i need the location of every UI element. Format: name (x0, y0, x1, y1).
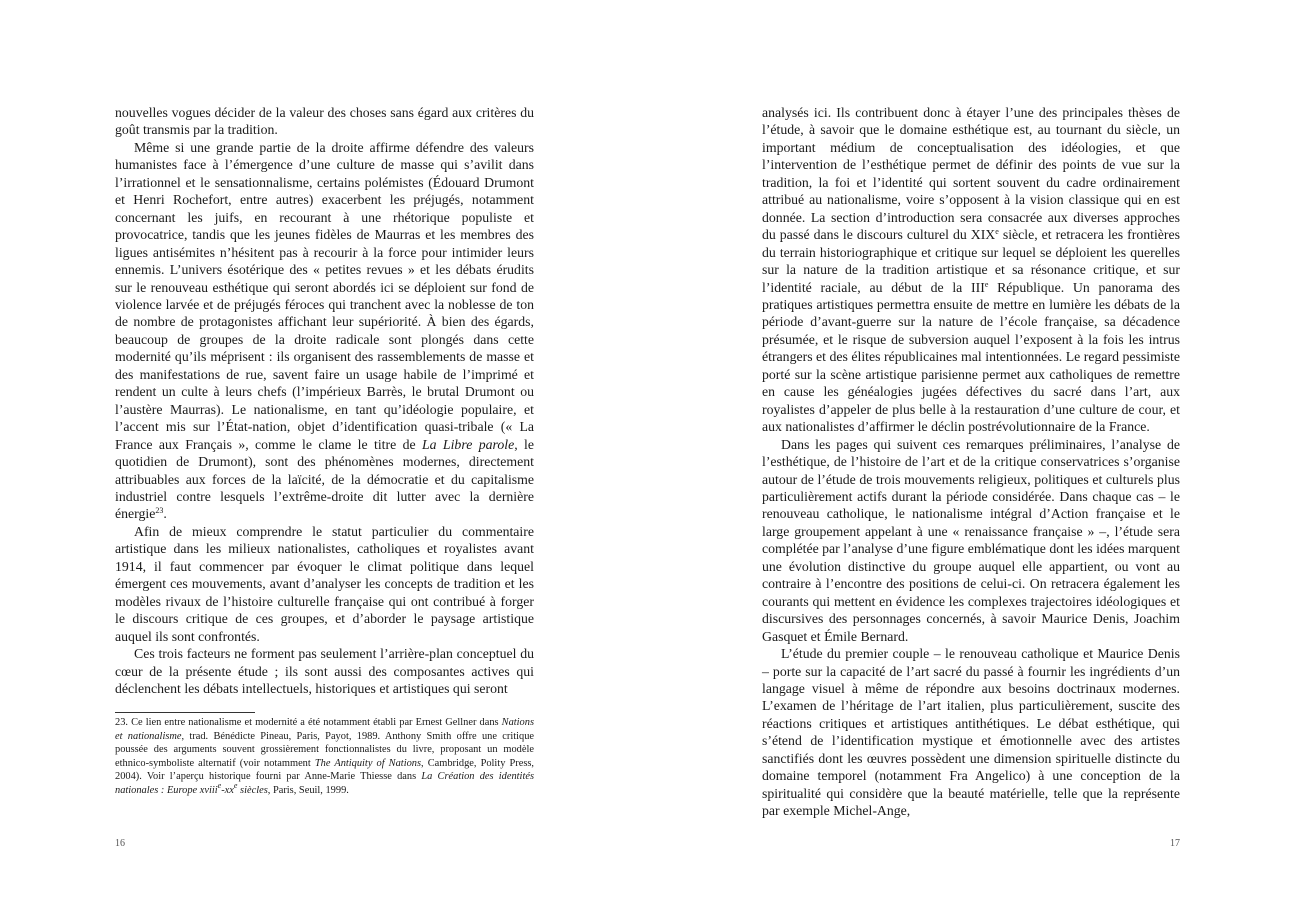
footnote-ref-23[interactable]: 23 (155, 506, 164, 516)
footnote-number: 23. (115, 717, 128, 728)
footnote-part-3: , Cambridge, Polity Press, 2004). Voir l’aperçu historique fourni par Anne-Marie Thiesse dans (115, 757, 535, 782)
footnote-title-1: Nations et nationalisme (115, 717, 534, 742)
left-paragraph-3: Afin de mieux comprendre le statut particulier du commentaire artistique dans les milieux nationalistes, catholiques et royalistes avant 1914, il faut commencer par évoquer le climat politique dans lequel émergent ces mouvements, avant d’analyser les concepts de tradition et les modèles rivaux de l’histoire culturelle française qui ont contribué à forger le discours critique de ces groupes, et d’aborder le paysage artistique auquel ils sont confrontés. (115, 523, 534, 644)
right-paragraph-1: analysés ici. Ils contribuent donc à étayer l’une des principales thèses de l’étude, à savoir que le domaine esthétique est, au tournant du siècle, un important médium de conceptualisation des idéologies, et que l’intervention de l’esthétique permet de définir des points de vue sur la tradition, la foi et l’identité qui sortent souvent du cadre ordinairement attribué au nationalisme, voire s’opposent à la vision classique qui en est donnée. La section d’introduction sera consacrée aux diverses approches du passé dans le discours culturel du XIXe siècle, et retracera les frontières du terrain historiographique et critique sur lequel se déploient les querelles sur la nature de la tradition artistique et sa résonance critique, et sur l’identité raciale, au début de la IIIe République. Un panorama des pratiques artistiques permettra ensuite de mettre en lumière les débats de la période d’avant-guerre sur la nature de l’école française, sa décadence présumée, et le risque de subversion auquel l’exposent à la fois les intrus étrangers et des élites républicaines mal intentionnées. Le regard pessimiste porté sur la scène artistique parisienne permet aux catholiques de remettre en cause les généalogies jugées défectives du sacré dans l’art, aux royalistes d’appeler de plus belle à la restauration d’une culture de cour, et aux nationalistes d’affirmer le déclin postrévolutionnaire de la France. (762, 105, 1181, 435)
footnote-part-4: , Paris, Seuil, 1999. (267, 784, 349, 796)
footnote-23-text (115, 716, 534, 797)
footnote-title-2: The Antiquity of Nations (314, 757, 422, 769)
left-paragraph-2 (115, 139, 534, 523)
right-paragraph-2: Dans les pages qui suivent ces remarques préliminaires, l’analyse de l’esthétique, de l’histoire de l’art et de la critique conservatrices s’organise autour de l’étude de trois mouvements religieux, politiques et culturels plus particulièrement actifs durant la période considérée. Dans chaque cas – le renouveau catholique, le nationalisme intégral d’Action française et le large groupement appelant à une « renaissance française » –, l’étude sera complétée par l’analyse d’une figure emblématique dont les idées marquent une évolution distinctive du groupe auquel elle appartient, ou vont au contraire à l’encontre des positions de celui-ci. On retracera également les courants qui mettent en évidence les complexes trajectoires idéologiques et discursives des personnages concernés, à savoir Maurice Denis, Joachim Gasquet et Émile Bernard. (762, 436, 1180, 644)
superscript-e: e (995, 227, 999, 237)
right-page (647, 0, 1294, 913)
footnote-title-3: La Création des identités nationales : Europe $xviii^e-xx^e$ siècles (115, 771, 534, 796)
right-body-text (762, 104, 1180, 820)
footnote-divider (115, 712, 255, 713)
page-number-right: 17 (1170, 838, 1180, 849)
left-paragraph-1: nouvelles vogues décider de la valeur des choses sans égard aux critères du goût transmis par la tradition. (115, 105, 534, 138)
superscript-e: e (984, 279, 989, 289)
left-paragraph-2-end: . (163, 506, 167, 522)
left-paragraph-2-text: Même si une grande partie de la droite affirme défendre des valeurs humanistes face à l’émergence d’une culture de masse qui s’avilit dans l’irrationnel et le sensationnalisme, certains polémistes (Édouard Drumont et Henri Rochefort, entre autres) exacerbent les préjugés, notamment concernant les juifs, en recourant à une rhétorique populiste et provocatrice, tandis que les jeunes fidèles de Maurras et les membres des ligues antisémites n’hésitent pas à recourir à la force pour intimider leurs ennemis. L’univers ésotérique des « petites revues » et les débats érudits sur le renouveau esthétique qui seront abordés ici se déploient sur fond de violence larvée et de préjugés féroces qui tranchent avec la noblesse de ton de nombre de protagonistes affichant leur supériorité. À bien des égards, beaucoup de groupes de la droite radicale sont plongés dans cette modernité qu’ils méprisent : ils organisent des rassemblements de masse et des manifestations de rue, savent faire un usage habile de l’imprimé et rendent un culte à leurs chefs (l’impérieux Barrès, le brutal Drumont ou l’austère Maurras). Le nationalisme, en tant qu’idéologie populaire, et l’accent mis sur l’État-nation, objet d’identification quasi-tribale (« La France aux Français », comme le clame le titre de (115, 139, 534, 452)
footnote-23 (115, 716, 534, 797)
left-paragraph-2-text-after: , le quotidien de Drumont), sont des phénomènes modernes, directement attribuables aux forces de la laïcité, de la démocratie et du capitalisme industriel contre lesquels l’extrême-droite dit lutter avec la dernière énergie (115, 436, 534, 522)
footnote-part-1: Ce lien entre nationalisme et modernité a été notamment établi par Ernest Gellner dans (131, 717, 502, 728)
footnote-part-2: , trad. Bénédicte Pineau, Paris, Payot, 1989. Anthony Smith offre une critique poussée des arguments souvent grossièrement fonctionnalistes du livre, proposant un modèle ethnico-symboliste alternatif (voir notamment (115, 730, 535, 769)
left-paragraph-4: Ces trois facteurs ne forment pas seulement l’arrière-plan conceptuel du cœur de la présente étude ; ils sont aussi des composantes actives qui déclenchent les débats intellectuels, historiques et artistiques qui seront (115, 646, 534, 696)
right-paragraph-3: L’étude du premier couple – le renouveau catholique et Maurice Denis – porte sur la capacité de l’art sacré du passé à fournir les ingrédients d’un langage visuel à même de répondre aux besoins doctrinaux modernes. L’examen de l’héritage de l’art italien, plus particulièrement, suscite des réactions critiques et artistiques antithétiques. Le débat esthétique, qui s’étend de l’identification mystique et émotionnelle avec des artistes sanctifiés dont les œuvres possèdent une dimension spirituelle distincte du domaine temporel (notamment Fra Angelico) à une conception de la spiritualité qui considère que la beauté matérielle, telle que la représente par exemple Michel-Ange, (762, 646, 1180, 819)
left-body-text (115, 104, 534, 697)
page-number-left: 16 (115, 838, 125, 849)
newspaper-title: La Libre parole (421, 436, 515, 452)
